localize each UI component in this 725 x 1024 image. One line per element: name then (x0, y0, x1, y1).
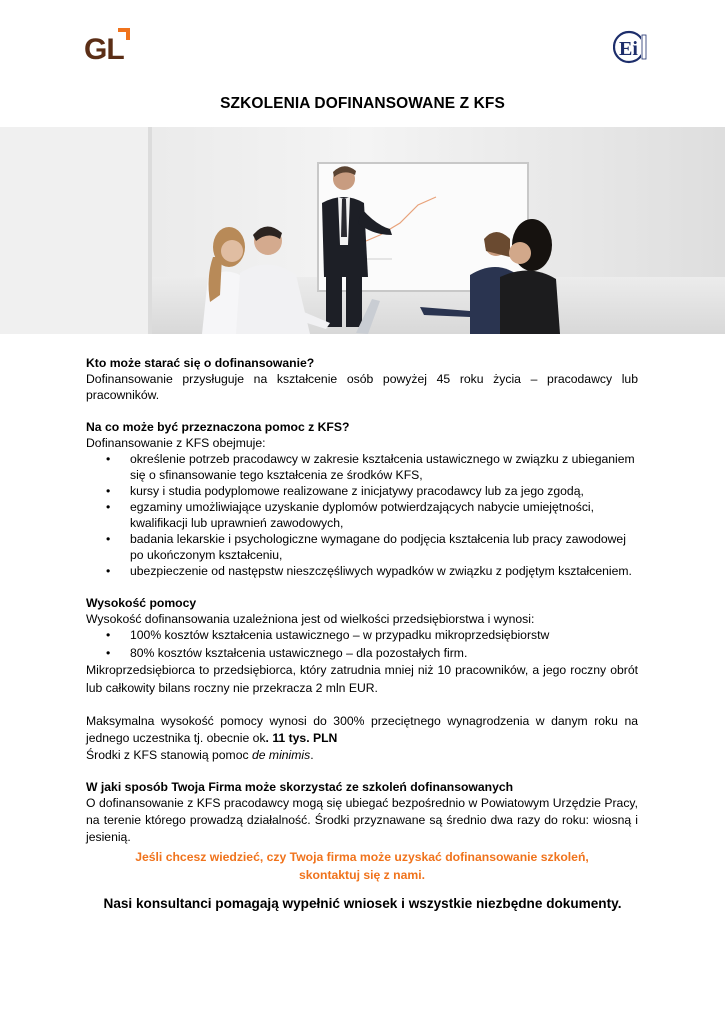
list-item: • badania lekarskie i psychologiczne wymagane do podjęcia kształcenia lub pracy zawodowej po ukończonym kształceniu, (130, 531, 638, 563)
list-item: • określenie potrzeb pracodawcy w zakresie kształcenia ustawicznego w związku z ubieganiem się o sfinansowanie tego kształcenia ze środków KFS, (130, 451, 638, 483)
ei-logo (613, 29, 649, 65)
paragraph-micro-definition: Mikroprzedsiębiorca to przedsiębiorca, który zatrudnia mniej niż 10 pracowników, a jego roczny obrót lub całkowity bilans roczny nie przekracza 2 mln EUR. (86, 663, 638, 695)
deminimis-prefix: Środki z KFS stanowią pomoc (86, 748, 252, 762)
gl-logo-text: GL (84, 33, 124, 66)
ei-logo-text: Ei (619, 38, 638, 60)
max-amount-value: . 11 tys. PLN (265, 731, 338, 745)
max-amount-text: Maksymalna wysokość pomocy wynosi do 300% przeciętnego wynagrodzenia w danym roku na jednego uczestnika tj. obecnie ok (86, 714, 638, 745)
paragraph-amount-intro: Wysokość dofinansowania uzależniona jest od wielkości przedsiębiorstwa i wynosi: (86, 612, 535, 626)
training-photo (0, 127, 725, 334)
gl-logo-mark (118, 28, 130, 40)
purpose-list (86, 451, 638, 579)
page-title: SZKOLENIA DOFINANSOWANE Z KFS (220, 95, 505, 112)
paragraph-purpose-intro: Dofinansowanie z KFS obejmuje: (86, 436, 266, 450)
heading-purpose: Na co może być przeznaczona pomoc z KFS? (86, 420, 350, 434)
list-item: • ubezpieczenie od następstw nieszczęśliwych wypadków w związku z podjętym kształceniem. (130, 563, 638, 579)
heading-amount: Wysokość pomocy (86, 596, 197, 610)
heading-who: Kto może starać się o dofinansowanie? (86, 356, 315, 370)
list-item: • kursy i studia podyplomowe realizowane z inicjatywy pracodawcy lub za jego zgodą, (130, 483, 638, 499)
list-item: • egzaminy umożliwiające uzyskanie dyplomów potwierdzających nabycie umiejętności, kwalifikacji lub uprawnień zawodowych, (130, 499, 638, 531)
heading-how: W jaki sposób Twoja Firma może skorzystać ze szkoleń dofinansowanych (86, 780, 514, 794)
amount-list (86, 627, 638, 661)
paragraph-who: Dofinansowanie przysługuje na kształcenie osób powyżej 45 roku życia – pracodawcy lub pracowników. (86, 372, 638, 402)
paragraph-max-amount (86, 713, 638, 747)
closing-statement: Nasi konsultanci pomagają wypełnić wniosek i wszystkie niezbędne dokumenty. (103, 896, 622, 911)
paragraph-how: O dofinansowanie z KFS pracodawcy mogą się ubiegać bezpośrednio w Powiatowym Urzędzie Pracy, na terenie którego prowadzą działalność. Środki przyznawane są średnio dwa razy do roku: wiosną i jesienią. (86, 796, 638, 844)
cta-line-1: Jeśli chcesz wiedzieć, czy Twoja firma może uzyskać dofinansowanie szkoleń, (135, 850, 589, 864)
deminimis-term: de minimis (251, 748, 311, 762)
main-content (86, 355, 638, 846)
list-item: • 100% kosztów kształcenia ustawicznego – w przypadku mikroprzedsiębiorstw (130, 627, 638, 643)
gl-logo (84, 28, 132, 66)
cta-line-2: skontaktuj się z nami. (299, 868, 425, 882)
paragraph-deminimis (86, 747, 638, 763)
call-to-action (86, 848, 638, 884)
deminimis-suffix: . (310, 748, 314, 762)
list-item: • 80% kosztów kształcenia ustawicznego – dla pozostałych firm. (130, 645, 638, 661)
